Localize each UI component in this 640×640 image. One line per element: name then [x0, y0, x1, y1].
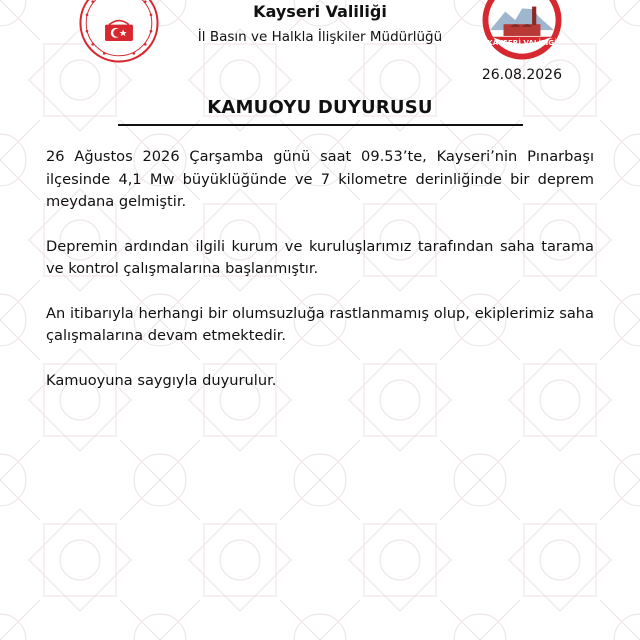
announcement-date: 26.08.2026	[481, 67, 562, 83]
right-logo-text: KAYSERİ VALİLİĞİ	[487, 38, 557, 48]
paragraph-2: Depremin ardından ilgili kurum ve kuruluşlarımız tarafından saha tarama ve kontrol çalışmalarına başlanmıştır.	[46, 237, 594, 277]
paragraph-4: Kamuoyuna saygıyla duyurulur.	[46, 371, 277, 389]
ministry-seal-logo	[78, 0, 160, 64]
title-underline	[118, 124, 523, 126]
announcement-body	[46, 146, 594, 414]
kayseri-valiligi-logo	[480, 0, 564, 62]
paragraph-3: An itibarıyla herhangi bir olumsuzluğa rastlanmamış olup, ekiplerimiz saha çalışmalarına devam etmektedir.	[46, 304, 594, 344]
institution-title: Kayseri Valiliği	[253, 2, 387, 21]
department-subtitle: İl Basın ve Halkla İlişkiler Müdürlüğü	[197, 29, 443, 45]
paragraph-1: 26 Ağustos 2026 Çarşamba günü saat 09.53’te, Kayseri’nin Pınarbaşı ilçesinde 4,1 Mw büyüklüğünde ve 7 kilometre derinliğinde bir deprem meydana gelmiştir.	[46, 148, 594, 210]
announcement-title: KAMUOYU DUYURUSU	[207, 97, 433, 118]
